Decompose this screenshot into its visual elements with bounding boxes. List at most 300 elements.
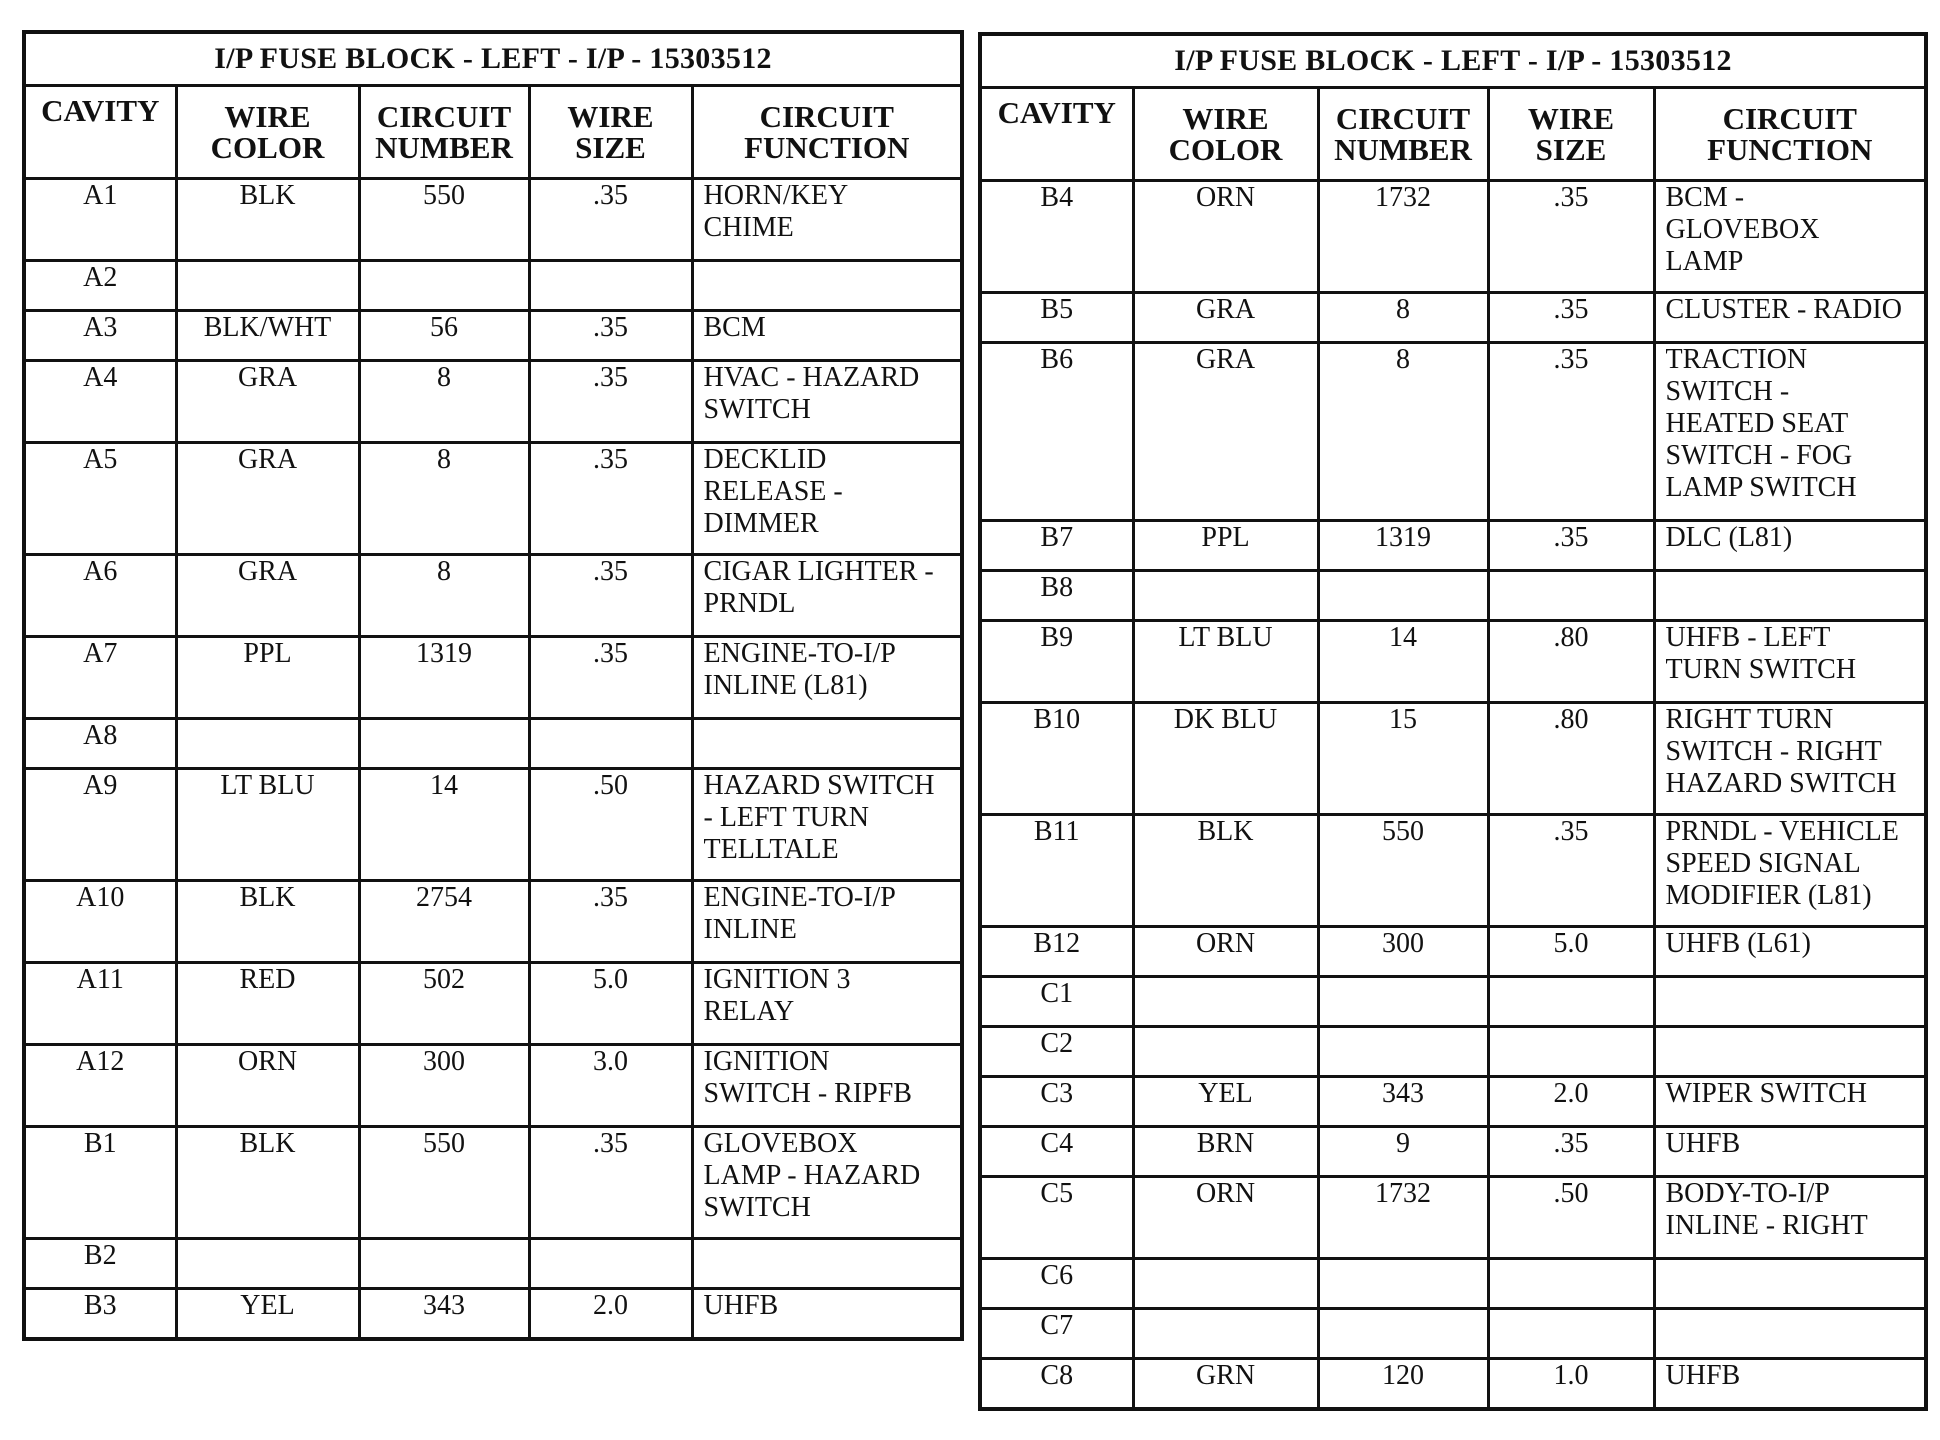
wire-size-cell: [1488, 1027, 1654, 1077]
circuit-number-cell-text: 8: [1396, 294, 1410, 325]
circuit-function-cell-text: UHFB: [703, 1290, 779, 1321]
cavity-cell: [24, 1045, 176, 1127]
wire-color-cell-text: ORN: [1195, 182, 1256, 213]
circuit-function-cell: [692, 637, 962, 719]
cavity-cell-text: A1: [83, 180, 118, 211]
wire-size-cell-text: .35: [593, 638, 628, 669]
circuit-function-cell-text: TRACTION SWITCH - HEATED SEAT SWITCH - FOG LAMP SWITCH: [1665, 344, 1857, 503]
circuit-number-cell: [359, 361, 529, 443]
cavity-cell: [980, 521, 1133, 571]
circuit-number-cell: [359, 881, 529, 963]
circuit-function-cell: [692, 443, 962, 555]
wire-size-cell-text: 3.0: [593, 1046, 628, 1077]
wire-size-cell: [529, 261, 692, 311]
cavity-cell-text: B10: [1033, 704, 1081, 735]
table-row: [980, 927, 1926, 977]
circuit-number-cell: [1318, 621, 1488, 703]
circuit-number-cell-text: 1732: [1375, 1178, 1431, 1209]
circuit-number-cell-text: 8: [437, 362, 451, 393]
circuit-function-cell: [692, 963, 962, 1045]
cavity-cell-text: A7: [83, 638, 118, 669]
wire-size-cell: [1488, 703, 1654, 815]
cavity-cell: [980, 1127, 1133, 1177]
circuit-function-cell-text: WIPER SWITCH: [1665, 1078, 1867, 1109]
circuit-number-cell-text: 8: [437, 556, 451, 587]
circuit-number-cell: [359, 261, 529, 311]
cavity-cell-text: C8: [1040, 1360, 1074, 1391]
circuit-number-cell-text: 1732: [1375, 182, 1431, 213]
table-row: [980, 1309, 1926, 1359]
wire-color-cell: [1133, 1359, 1318, 1409]
circuit-number-cell: [359, 963, 529, 1045]
wire-size-cell: [529, 637, 692, 719]
wire-size-cell: [1488, 1359, 1654, 1409]
wire-color-cell-text: PPL: [243, 638, 292, 669]
wire-size-cell-text: .35: [593, 882, 628, 913]
table-row: [24, 1045, 962, 1127]
circuit-number-cell: [359, 311, 529, 361]
wire-color-cell: [1133, 621, 1318, 703]
circuit-function-cell-text: CIGAR LIGHTER - PRNDL: [703, 556, 934, 619]
header-circuit-function-text: CIRCUIT FUNCTION: [1707, 101, 1873, 167]
table-row: [980, 293, 1926, 343]
circuit-number-cell-text: 343: [1382, 1078, 1424, 1109]
wire-color-cell: [176, 1289, 359, 1339]
wire-color-cell-text: RED: [239, 964, 296, 995]
table-row: [980, 1027, 1926, 1077]
wire-color-cell-text: ORN: [1195, 928, 1256, 959]
circuit-function-cell: [1654, 293, 1926, 343]
wire-size-cell: [1488, 621, 1654, 703]
table-row: [24, 1289, 962, 1339]
wire-color-cell: [176, 769, 359, 881]
table-row: [24, 769, 962, 881]
circuit-number-cell: [359, 1045, 529, 1127]
wire-color-cell-text: BLK: [239, 882, 296, 913]
wire-color-cell: [176, 261, 359, 311]
cavity-cell-text: B8: [1040, 572, 1074, 603]
table-row: [24, 179, 962, 261]
cavity-cell: [24, 361, 176, 443]
circuit-function-cell: [1654, 703, 1926, 815]
table-row: [980, 521, 1926, 571]
cavity-cell-text: A2: [83, 262, 118, 293]
circuit-function-cell-text: CLUSTER - RADIO: [1665, 294, 1902, 325]
circuit-function-cell: [692, 311, 962, 361]
circuit-number-cell-text: 8: [1396, 344, 1410, 375]
circuit-function-cell: [692, 1239, 962, 1289]
circuit-number-cell: [1318, 1127, 1488, 1177]
wire-size-cell: [1488, 815, 1654, 927]
circuit-number-cell-text: 343: [423, 1290, 465, 1321]
wire-color-cell: [176, 555, 359, 637]
wire-size-cell-text: .50: [1553, 1178, 1589, 1209]
circuit-function-cell-text: DECKLID RELEASE - DIMMER: [703, 444, 843, 539]
wire-size-cell: [1488, 927, 1654, 977]
wire-size-cell: [1488, 1077, 1654, 1127]
circuit-number-cell: [359, 769, 529, 881]
cavity-cell: [980, 621, 1133, 703]
wire-size-cell-text: .35: [593, 180, 628, 211]
cavity-cell: [24, 637, 176, 719]
wire-color-cell-text: YEL: [1198, 1078, 1253, 1109]
header-cavity-text: CAVITY: [997, 95, 1116, 130]
circuit-function-cell-text: BCM - GLOVEBOX LAMP: [1665, 182, 1820, 277]
wire-size-cell-text: .35: [593, 556, 628, 587]
wire-color-cell: [1133, 1259, 1318, 1309]
header-cavity-text: CAVITY: [41, 93, 160, 128]
circuit-function-cell-text: UHFB - LEFT TURN SWITCH: [1665, 622, 1857, 685]
circuit-number-cell: [359, 637, 529, 719]
circuit-number-cell: [1318, 927, 1488, 977]
wire-size-cell-text: .35: [1553, 294, 1589, 325]
cavity-cell-text: C4: [1040, 1128, 1074, 1159]
cavity-cell: [24, 311, 176, 361]
header-circuit-function: [1654, 88, 1926, 181]
wire-size-cell: [529, 179, 692, 261]
circuit-number-cell: [1318, 1309, 1488, 1359]
circuit-number-cell: [359, 555, 529, 637]
header-wire-size: [1488, 88, 1654, 181]
circuit-function-cell: [692, 261, 962, 311]
wire-color-cell-text: BLK: [1197, 816, 1254, 847]
circuit-number-cell: [359, 1289, 529, 1339]
table-row: [24, 261, 962, 311]
cavity-cell-text: A4: [83, 362, 118, 393]
cavity-cell: [980, 1359, 1133, 1409]
wire-color-cell: [176, 179, 359, 261]
wire-color-cell: [176, 311, 359, 361]
circuit-number-cell-text: 14: [1389, 622, 1417, 653]
circuit-number-cell: [359, 1127, 529, 1239]
header-circuit-number: [359, 86, 529, 179]
wire-size-cell-text: .80: [1553, 704, 1589, 735]
wire-color-cell-text: BLK/WHT: [203, 312, 332, 343]
table-row: [24, 963, 962, 1045]
circuit-function-cell-text: ENGINE-TO-I/P INLINE: [703, 882, 896, 945]
header-wire-color-text: WIRE COLOR: [210, 99, 325, 165]
circuit-function-cell-text: UHFB (L61): [1665, 928, 1811, 959]
cavity-cell-text: B7: [1040, 522, 1074, 553]
circuit-function-cell-text: DLC (L81): [1665, 522, 1793, 553]
header-wire-color: [176, 86, 359, 179]
table-row: [980, 977, 1926, 1027]
wire-size-cell: [1488, 521, 1654, 571]
circuit-number-cell: [359, 179, 529, 261]
circuit-number-cell-text: 2754: [416, 882, 472, 913]
circuit-number-cell-text: 300: [1382, 928, 1424, 959]
wire-color-cell-text: ORN: [237, 1046, 298, 1077]
cavity-cell-text: A10: [76, 882, 125, 913]
cavity-cell: [24, 769, 176, 881]
wire-color-cell: [176, 1239, 359, 1289]
header-wire-size-text: WIRE SIZE: [567, 99, 654, 165]
table-title: [980, 34, 1926, 88]
circuit-function-cell-text: HVAC - HAZARD SWITCH: [703, 362, 920, 425]
cavity-cell-text: B1: [83, 1128, 117, 1159]
cavity-cell-text: B11: [1033, 816, 1080, 847]
cavity-cell: [24, 1289, 176, 1339]
wire-color-cell: [176, 1127, 359, 1239]
circuit-number-cell: [1318, 1077, 1488, 1127]
wire-color-cell: [1133, 1077, 1318, 1127]
wire-color-cell: [176, 963, 359, 1045]
wire-size-cell: [529, 1045, 692, 1127]
wire-color-cell: [1133, 181, 1318, 293]
circuit-number-cell-text: 502: [423, 964, 465, 995]
circuit-number-cell-text: 56: [430, 312, 458, 343]
table-row: [980, 1359, 1926, 1409]
wire-color-cell: [1133, 571, 1318, 621]
fuse-table-right: [978, 32, 1928, 1411]
wire-color-cell-text: LT BLU: [220, 770, 315, 801]
cavity-cell: [980, 293, 1133, 343]
wire-color-cell-text: GRA: [1195, 344, 1256, 375]
circuit-function-cell: [692, 769, 962, 881]
header-cavity: [24, 86, 176, 179]
wire-size-cell: [529, 719, 692, 769]
table-title-text: I/P FUSE BLOCK - LEFT - I/P - 15303512: [1174, 44, 1732, 77]
cavity-cell-text: C6: [1040, 1260, 1074, 1291]
circuit-number-cell-text: 1319: [1375, 522, 1431, 553]
cavity-cell-text: B12: [1033, 928, 1081, 959]
header-circuit-function: [692, 86, 962, 179]
wire-color-cell-text: DK BLU: [1173, 704, 1278, 735]
circuit-function-cell: [1654, 1259, 1926, 1309]
wire-color-cell-text: ORN: [1195, 1178, 1256, 1209]
wire-size-cell: [1488, 1177, 1654, 1259]
circuit-number-cell-text: 1319: [416, 638, 472, 669]
cavity-cell: [980, 927, 1133, 977]
wire-color-cell: [1133, 815, 1318, 927]
circuit-function-cell: [1654, 977, 1926, 1027]
table-row: [980, 1127, 1926, 1177]
wire-color-cell: [1133, 1177, 1318, 1259]
circuit-function-cell-text: BCM: [703, 312, 766, 343]
cavity-cell-text: A12: [76, 1046, 125, 1077]
cavity-cell: [980, 1259, 1133, 1309]
cavity-cell: [980, 1077, 1133, 1127]
cavity-cell-text: C5: [1040, 1178, 1074, 1209]
table-row: [980, 703, 1926, 815]
cavity-cell: [980, 1309, 1133, 1359]
fuse-table-left: [22, 30, 964, 1341]
circuit-number-cell-text: 9: [1396, 1128, 1410, 1159]
wire-size-cell-text: .35: [593, 362, 628, 393]
cavity-cell-text: C1: [1040, 978, 1074, 1009]
wire-color-cell-text: GRA: [237, 362, 298, 393]
circuit-number-cell: [1318, 571, 1488, 621]
circuit-number-cell: [1318, 521, 1488, 571]
circuit-function-cell-text: BODY-TO-I/P INLINE - RIGHT: [1665, 1178, 1868, 1241]
cavity-cell: [24, 881, 176, 963]
table-title: [24, 32, 962, 86]
wire-size-cell: [529, 1289, 692, 1339]
table-row: [980, 343, 1926, 521]
header-circuit-number: [1318, 88, 1488, 181]
cavity-cell-text: B3: [83, 1290, 117, 1321]
wire-color-cell-text: GRN: [1195, 1360, 1256, 1391]
wire-size-cell: [1488, 181, 1654, 293]
circuit-number-cell: [359, 443, 529, 555]
wire-size-cell-text: 5.0: [593, 964, 628, 995]
circuit-function-cell: [1654, 1127, 1926, 1177]
table-row: [24, 311, 962, 361]
wire-color-cell: [1133, 293, 1318, 343]
wire-color-cell: [176, 637, 359, 719]
wire-size-cell: [1488, 571, 1654, 621]
circuit-function-cell-text: HAZARD SWITCH - LEFT TURN TELLTALE: [703, 770, 935, 865]
circuit-function-cell: [692, 179, 962, 261]
wire-color-cell: [1133, 521, 1318, 571]
wire-size-cell: [1488, 977, 1654, 1027]
cavity-cell-text: B5: [1040, 294, 1074, 325]
cavity-cell-text: B6: [1040, 344, 1074, 375]
circuit-function-cell: [692, 1045, 962, 1127]
circuit-number-cell: [1318, 1359, 1488, 1409]
cavity-cell-text: A11: [76, 964, 124, 995]
wire-color-cell: [1133, 1127, 1318, 1177]
cavity-cell: [980, 1177, 1133, 1259]
wire-size-cell-text: 1.0: [1553, 1360, 1589, 1391]
circuit-function-cell: [1654, 521, 1926, 571]
table-row: [980, 815, 1926, 927]
circuit-number-cell: [1318, 1177, 1488, 1259]
circuit-function-cell-text: HORN/KEY CHIME: [703, 180, 849, 243]
circuit-function-cell: [692, 881, 962, 963]
cavity-cell: [980, 1027, 1133, 1077]
circuit-number-cell-text: 8: [437, 444, 451, 475]
wire-color-cell: [1133, 927, 1318, 977]
circuit-function-cell: [1654, 1077, 1926, 1127]
circuit-number-cell: [1318, 1027, 1488, 1077]
wire-size-cell-text: .35: [1553, 816, 1589, 847]
cavity-cell: [24, 555, 176, 637]
cavity-cell: [24, 443, 176, 555]
wire-size-cell: [529, 361, 692, 443]
table-body: [980, 181, 1926, 1409]
cavity-cell-text: A3: [83, 312, 118, 343]
header-circuit-number-text: CIRCUIT NUMBER: [375, 99, 513, 165]
wire-color-cell-text: PPL: [1201, 522, 1250, 553]
wire-color-cell-text: LT BLU: [1178, 622, 1273, 653]
circuit-function-cell-text: UHFB: [1665, 1360, 1741, 1391]
circuit-function-cell: [692, 555, 962, 637]
cavity-cell-text: A9: [83, 770, 118, 801]
circuit-number-cell-text: 550: [423, 180, 465, 211]
cavity-cell: [24, 963, 176, 1045]
wire-color-cell: [176, 881, 359, 963]
circuit-function-cell-text: ENGINE-TO-I/P INLINE (L81): [703, 638, 896, 701]
table-row: [980, 181, 1926, 293]
wire-color-cell: [1133, 343, 1318, 521]
header-circuit-number-text: CIRCUIT NUMBER: [1334, 101, 1472, 167]
circuit-number-cell: [359, 719, 529, 769]
circuit-number-cell: [1318, 1259, 1488, 1309]
table-row: [24, 443, 962, 555]
table-row: [24, 637, 962, 719]
wire-color-cell: [1133, 1027, 1318, 1077]
circuit-function-cell: [692, 719, 962, 769]
circuit-number-cell: [1318, 293, 1488, 343]
circuit-number-cell: [1318, 703, 1488, 815]
cavity-cell-text: B2: [83, 1240, 117, 1271]
wire-color-cell-text: YEL: [240, 1290, 295, 1321]
header-wire-color-text: WIRE COLOR: [1168, 101, 1283, 167]
table-row: [980, 1259, 1926, 1309]
circuit-function-cell: [1654, 815, 1926, 927]
circuit-function-cell-text: IGNITION 3 RELAY: [703, 964, 851, 1027]
cavity-cell: [24, 1127, 176, 1239]
circuit-function-cell: [1654, 621, 1926, 703]
cavity-cell-text: C3: [1040, 1078, 1074, 1109]
wire-size-cell-text: .80: [1553, 622, 1589, 653]
table-body: [24, 179, 962, 1339]
cavity-cell-text: A5: [83, 444, 118, 475]
wire-size-cell: [529, 769, 692, 881]
circuit-number-cell-text: 550: [1382, 816, 1424, 847]
circuit-number-cell: [1318, 181, 1488, 293]
wire-size-cell: [529, 963, 692, 1045]
circuit-function-cell-text: IGNITION SWITCH - RIPFB: [703, 1046, 912, 1109]
cavity-cell: [24, 261, 176, 311]
wire-size-cell: [529, 443, 692, 555]
wire-color-cell-text: BRN: [1196, 1128, 1255, 1159]
cavity-cell: [980, 815, 1133, 927]
wire-size-cell-text: .35: [593, 312, 628, 343]
wire-size-cell-text: 2.0: [593, 1290, 628, 1321]
wire-color-cell-text: BLK: [239, 1128, 296, 1159]
table-title-text: I/P FUSE BLOCK - LEFT - I/P - 15303512: [214, 42, 772, 75]
wire-color-cell: [176, 1045, 359, 1127]
wire-size-cell: [1488, 1127, 1654, 1177]
table-row: [24, 881, 962, 963]
circuit-number-cell: [1318, 977, 1488, 1027]
header-wire-size: [529, 86, 692, 179]
header-wire-size-text: WIRE SIZE: [1527, 101, 1615, 167]
circuit-function-cell-text: RIGHT TURN SWITCH - RIGHT HAZARD SWITCH: [1665, 704, 1897, 799]
wire-size-cell-text: .35: [593, 444, 628, 475]
wire-color-cell-text: GRA: [237, 444, 298, 475]
table-row: [24, 555, 962, 637]
circuit-function-cell: [1654, 1027, 1926, 1077]
wire-size-cell: [529, 555, 692, 637]
wire-size-cell: [529, 1127, 692, 1239]
wire-size-cell-text: .35: [1553, 1128, 1589, 1159]
cavity-cell-text: C2: [1040, 1028, 1074, 1059]
circuit-number-cell: [359, 1239, 529, 1289]
cavity-cell-text: A8: [83, 720, 118, 751]
wire-size-cell: [529, 311, 692, 361]
wire-color-cell-text: BLK: [239, 180, 296, 211]
wire-color-cell: [1133, 977, 1318, 1027]
cavity-cell-text: C7: [1040, 1310, 1074, 1341]
table-row: [24, 361, 962, 443]
cavity-cell: [980, 977, 1133, 1027]
wire-size-cell: [1488, 293, 1654, 343]
table-row: [980, 621, 1926, 703]
table-row: [24, 719, 962, 769]
wire-size-cell: [529, 1239, 692, 1289]
table-row: [980, 1177, 1926, 1259]
circuit-function-cell-text: GLOVEBOX LAMP - HAZARD SWITCH: [703, 1128, 921, 1223]
circuit-function-cell: [1654, 571, 1926, 621]
circuit-function-cell: [1654, 927, 1926, 977]
cavity-cell: [24, 719, 176, 769]
table-row: [980, 1077, 1926, 1127]
wire-color-cell: [1133, 703, 1318, 815]
circuit-number-cell-text: 120: [1382, 1360, 1424, 1391]
